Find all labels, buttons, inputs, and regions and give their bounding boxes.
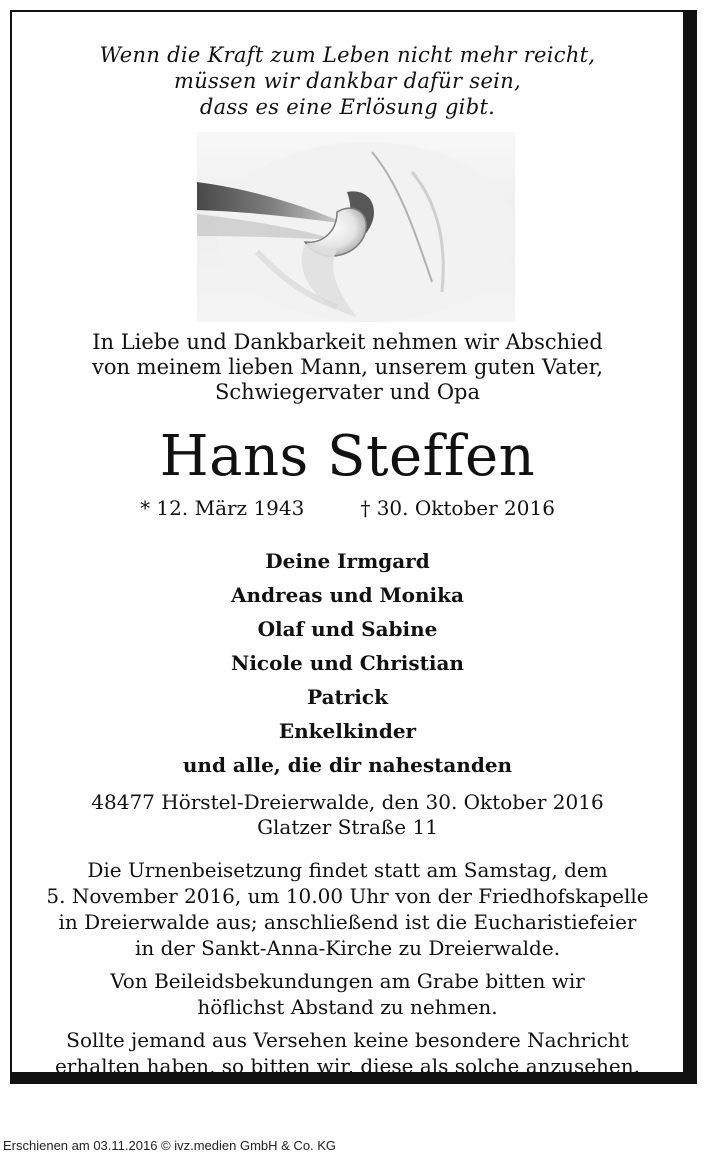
death-date: † 30. Oktober 2016 [360,496,555,520]
address-block [12,790,683,840]
mourners-list [12,544,683,782]
ceremony-line: 5. November 2016, um 10.00 Uhr von der Friedhofskapelle [46,884,649,908]
mourner: Patrick [307,685,388,709]
publication-footer: Erschienen am 03.11.2016 © ivz.medien GmbH & Co. KG [3,1138,337,1153]
ceremony-line: in Dreierwalde aus; anschließend ist die Eucharistiefeier [58,910,637,934]
condolences-line: Von Beileidsbekundungen am Grabe bitten wir [110,969,585,993]
birth-date: * 12. März 1943 [140,496,305,520]
condolences-info [12,968,683,1020]
intro-line: von meinem lieben Mann, unserem guten Vater, [91,355,604,379]
mourner: Olaf und Sabine [257,617,438,641]
condolences-line: höflichst Abstand zu nehmen. [197,995,498,1019]
intro-line: Schwiegervater und Opa [214,380,480,404]
calla-lily-image [197,132,515,322]
obituary-frame [10,10,697,1084]
life-dates [12,495,683,521]
mourner: Nicole und Christian [231,651,464,675]
intro-text [12,330,683,405]
mourner: und alle, die dir nahestanden [182,753,513,777]
intro-line: In Liebe und Dankbarkeit nehmen wir Abschied [92,330,603,354]
poem [12,42,683,120]
poem-line: dass es eine Erlösung gibt. [199,95,496,119]
address-line: 48477 Hörstel-Dreierwalde, den 30. Oktober 2016 [91,790,604,814]
ceremony-line: Die Urnenbeisetzung findet statt am Samstag, dem [87,858,608,882]
mourner: Andreas und Monika [231,583,464,607]
mourner: Deine Irmgard [265,549,430,573]
poem-line: Wenn die Kraft zum Leben nicht mehr reicht, [99,43,596,67]
address-line: Glatzer Straße 11 [257,815,438,839]
calla-lily-icon [197,132,515,322]
ceremony-info [12,857,683,961]
notice-info [12,1027,683,1079]
notice-line: erhalten haben, so bitten wir, diese als solche anzusehen. [54,1054,641,1078]
deceased-name: Hans Steffen [159,424,536,489]
notice-line: Sollte jemand aus Versehen keine besondere Nachricht [66,1028,629,1052]
poem-line: müssen wir dankbar dafür sein, [173,69,521,93]
mourner: Enkelkinder [278,719,417,743]
ceremony-line: in der Sankt-Anna-Kirche zu Dreierwalde. [134,936,561,960]
